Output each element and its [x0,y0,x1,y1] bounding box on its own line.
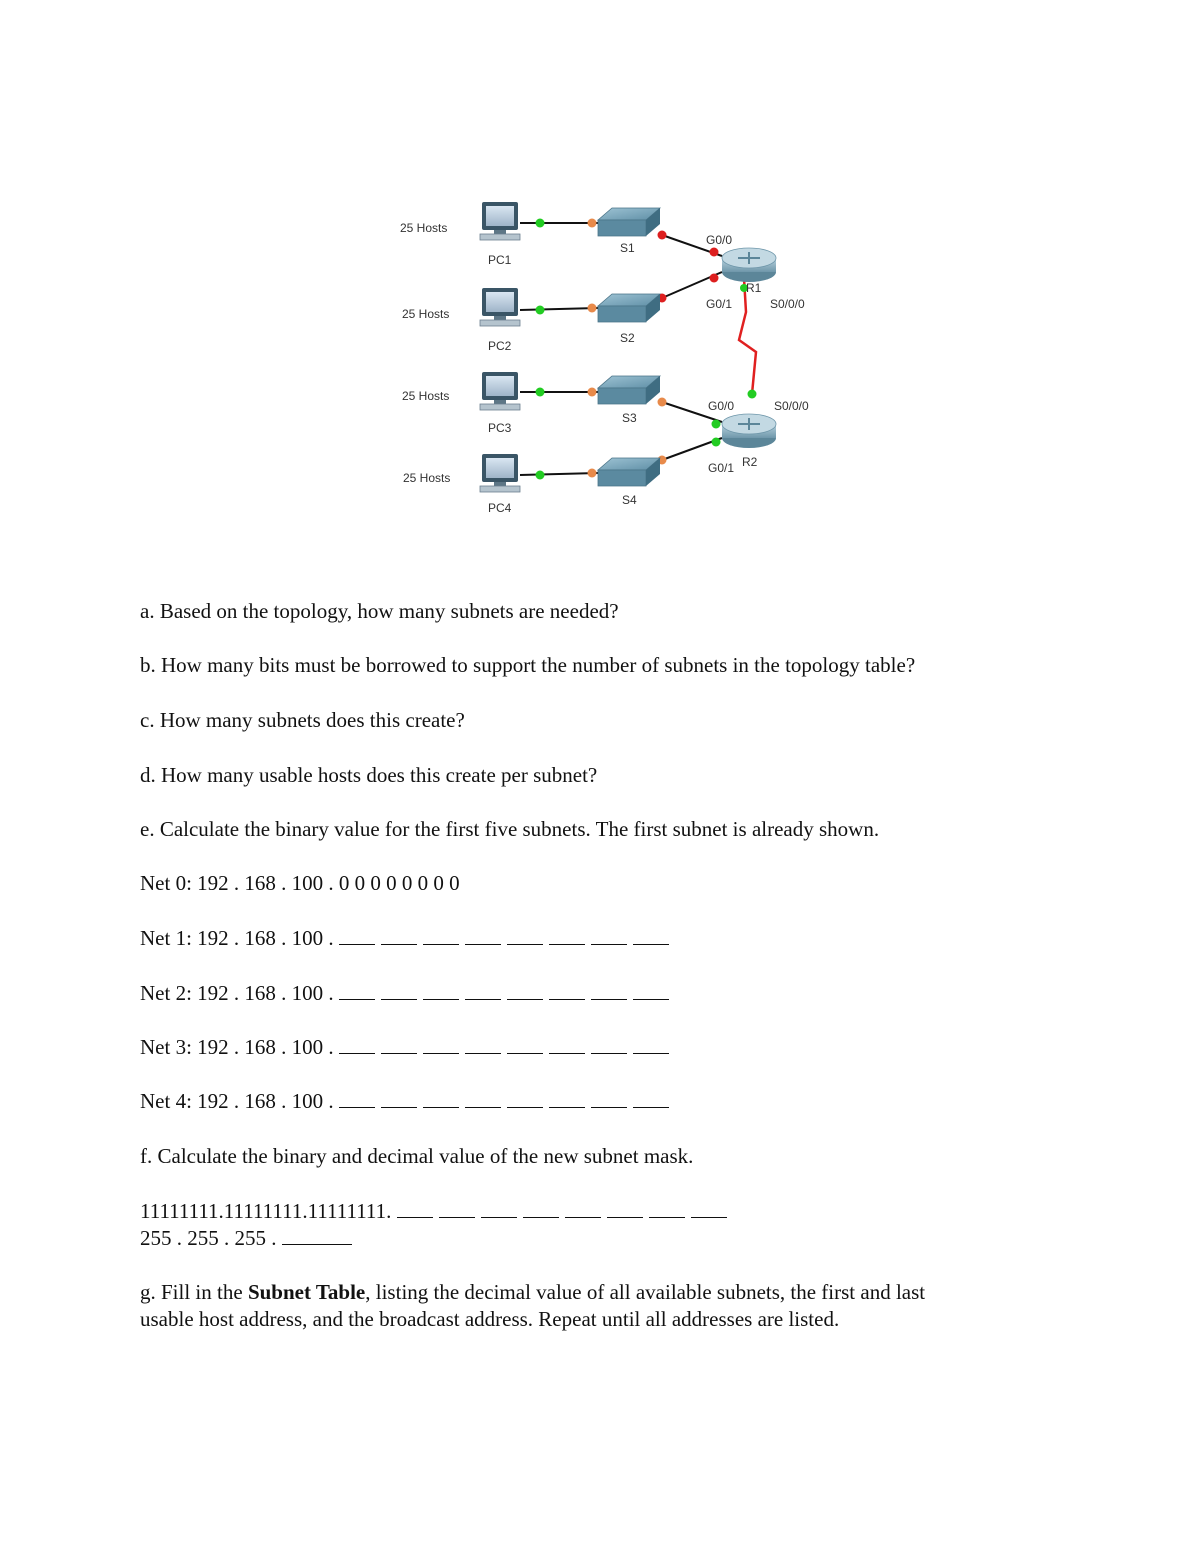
question-g-text-cont: , listing the decimal value of all available subnets, the first and last [365,1280,926,1304]
switch-s2-icon [598,294,660,322]
net4-line [140,1088,669,1114]
switch-s1-icon [598,208,660,236]
net1-blank[interactable] [423,926,459,945]
r2-name-label: R2 [742,455,758,469]
switch-s1-label: S1 [620,241,635,255]
net2-prefix: Net 2: 192 . 168 . 100 . [140,981,339,1005]
question-g-text: g. Fill in the [140,1280,248,1304]
r1-g01-label: G0/1 [706,297,733,311]
net1-blank[interactable] [507,926,543,945]
net3-blank[interactable] [591,1035,627,1054]
mask-decimal-prefix: 255 . 255 . 255 . [140,1226,282,1250]
net2-blank[interactable] [507,981,543,1000]
net1-blank[interactable] [633,926,669,945]
mask-binary-line [140,1198,727,1224]
r2-s000-label: S0/0/0 [774,399,809,413]
hosts-label-3: 25 Hosts [402,389,450,403]
pc3-label: PC3 [488,421,512,435]
net4-blank[interactable] [591,1089,627,1108]
question-a: a. Based on the topology, how many subnets are needed? [140,599,619,623]
net4-blank[interactable] [381,1089,417,1108]
switch-s4-icon [598,458,660,486]
pc1-icon [480,202,520,240]
r1-s000-label: S0/0/0 [770,297,805,311]
switch-s2-label: S2 [620,331,635,345]
mask-decimal-blank[interactable] [282,1226,352,1245]
net4-blank[interactable] [549,1089,585,1108]
net4-blank[interactable] [633,1089,669,1108]
net1-line [140,925,669,951]
question-e: e. Calculate the binary value for the first five subnets. The first subnet is already shown. [140,817,880,841]
router-r2-icon [722,414,776,448]
net3-blank[interactable] [423,1035,459,1054]
net2-line [140,980,669,1006]
question-g-line2: usable host address, and the broadcast address. Repeat until all addresses are listed. [140,1307,840,1331]
r2-g01-label: G0/1 [708,461,735,475]
question-g [140,1279,925,1305]
pc4-label: PC4 [488,501,512,515]
net2-blank[interactable] [591,981,627,1000]
net4-blank[interactable] [507,1089,543,1108]
net1-blank[interactable] [465,926,501,945]
switch-s4-label: S4 [622,493,637,507]
pc2-icon [480,288,520,326]
net3-blank[interactable] [507,1035,543,1054]
net3-prefix: Net 3: 192 . 168 . 100 . [140,1035,339,1059]
pc1-label: PC1 [488,253,512,267]
net3-blank[interactable] [633,1035,669,1054]
pc3-icon [480,372,520,410]
mask-binary-blank[interactable] [565,1199,601,1218]
net2-blank[interactable] [633,981,669,1000]
hosts-label-2: 25 Hosts [402,307,450,321]
net4-blank[interactable] [465,1089,501,1108]
mask-binary-blank[interactable] [439,1199,475,1218]
net4-prefix: Net 4: 192 . 168 . 100 . [140,1089,339,1113]
switch-s3-label: S3 [622,411,637,425]
mask-decimal-line [140,1225,352,1251]
pc2-label: PC2 [488,339,512,353]
question-c: c. How many subnets does this create? [140,708,465,732]
cables [520,223,756,475]
net2-blank[interactable] [549,981,585,1000]
net2-blank[interactable] [423,981,459,1000]
mask-binary-blank[interactable] [481,1199,517,1218]
net4-blank[interactable] [339,1089,375,1108]
net0-line: Net 0: 192 . 168 . 100 . 0 0 0 0 0 0 0 0 [140,871,460,895]
net1-blank[interactable] [339,926,375,945]
r2-g00-label: G0/0 [708,399,735,413]
question-b: b. How many bits must be borrowed to support the number of subnets in the topology table? [140,653,916,677]
subnet-table-bold: Subnet Table [247,1280,366,1304]
mask-binary-blank[interactable] [523,1199,559,1218]
net2-blank[interactable] [465,981,501,1000]
pc4-icon [480,454,520,492]
mask-binary-blank[interactable] [649,1199,685,1218]
net2-blank[interactable] [381,981,417,1000]
net3-line [140,1034,669,1060]
net1-blank[interactable] [549,926,585,945]
mask-binary-prefix: 11111111.11111111.11111111. [140,1199,397,1223]
router-r1-icon [722,248,776,282]
mask-binary-blank[interactable] [607,1199,643,1218]
mask-binary-blank[interactable] [397,1199,433,1218]
net3-blank[interactable] [339,1035,375,1054]
network-topology-diagram [380,190,840,530]
net1-prefix: Net 1: 192 . 168 . 100 . [140,926,339,950]
net2-blank[interactable] [339,981,375,1000]
net3-blank[interactable] [549,1035,585,1054]
net4-blank[interactable] [423,1089,459,1108]
question-f: f. Calculate the binary and decimal value of the new subnet mask. [140,1144,694,1168]
r1-name-label: R1 [746,281,762,295]
question-d: d. How many usable hosts does this create per subnet? [140,763,598,787]
net1-blank[interactable] [591,926,627,945]
net1-blank[interactable] [381,926,417,945]
switch-s3-icon [598,376,660,404]
hosts-label-1: 25 Hosts [400,221,448,235]
hosts-label-4: 25 Hosts [403,471,451,485]
r1-g00-label: G0/0 [706,233,733,247]
mask-binary-blank[interactable] [691,1199,727,1218]
net3-blank[interactable] [465,1035,501,1054]
net3-blank[interactable] [381,1035,417,1054]
